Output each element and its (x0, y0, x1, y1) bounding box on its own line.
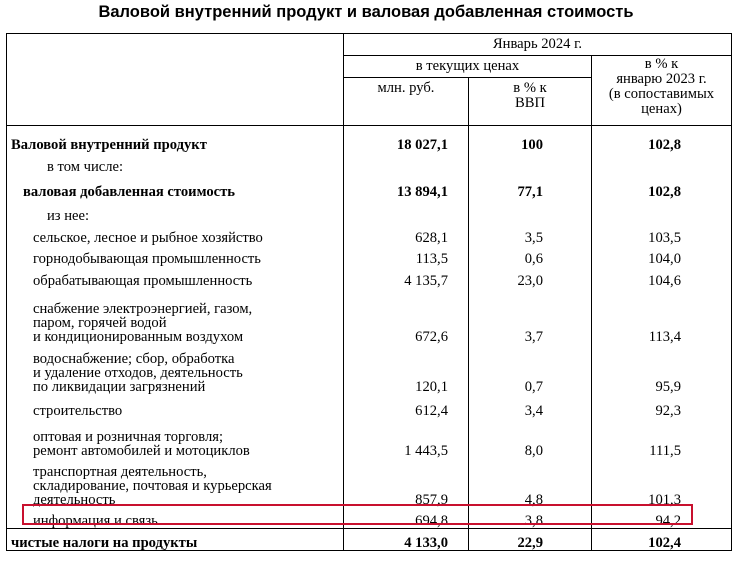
table-row (7, 266, 732, 288)
row-label-line: горнодобывающая промышленность (33, 250, 261, 267)
row-label (7, 266, 344, 288)
row-pct-prev: 102,4 (592, 529, 732, 551)
row-mln: 628,1 (344, 223, 469, 245)
table-title: Валовой внутренний продукт и валовая добавленная стоимость (98, 3, 634, 21)
row-pct-prev: 113,4 (592, 288, 732, 344)
header-blank-cell (7, 34, 344, 126)
table-row (7, 174, 732, 199)
row-mln: 4 133,0 (344, 529, 469, 551)
header-current-prices: в текущих ценах (344, 56, 592, 78)
row-label-line: в том числе: (47, 158, 124, 175)
row-mln: 694,8 (344, 507, 469, 529)
row-pct-prev: 92,3 (592, 394, 732, 418)
gdp-table (6, 33, 732, 551)
row-label (7, 245, 344, 266)
row-label-line: по ликвидации загрязнений (33, 378, 206, 395)
row-pct-gdp: 3,8 (469, 507, 592, 529)
row-pct-prev (592, 152, 732, 174)
row-pct-gdp: 77,1 (469, 174, 592, 199)
row-label-line: транспортная деятельность, (33, 463, 207, 480)
row-pct-gdp: 3,4 (469, 394, 592, 418)
header-pct-jan-line1: в % к (644, 56, 679, 72)
header-pct-jan-line4: ценах) (641, 101, 682, 117)
row-pct-prev: 95,9 (592, 344, 732, 394)
row-pct-gdp: 4,8 (469, 458, 592, 507)
row-mln: 18 027,1 (344, 126, 469, 152)
row-label-line: информация и связь (33, 513, 158, 529)
row-label (7, 126, 344, 152)
header-pct-jan-line3: (в сопоставимых (608, 86, 715, 102)
row-mln: 612,4 (344, 394, 469, 418)
table-row (7, 152, 732, 174)
row-label-line: и кондиционированным воздухом (33, 328, 244, 345)
row-mln: 13 894,1 (344, 174, 469, 199)
table-row (7, 529, 732, 551)
row-label-line: паром, горячей водой (33, 314, 167, 331)
row-label (7, 418, 344, 458)
table-row (7, 199, 732, 223)
row-pct-prev: 103,5 (592, 223, 732, 245)
table-row (7, 458, 732, 507)
header-pct-gdp (469, 78, 592, 126)
table-row (7, 344, 732, 394)
row-label-line: строительство (33, 402, 123, 419)
row-label (7, 223, 344, 245)
row-pct-gdp: 3,5 (469, 223, 592, 245)
row-pct-prev: 104,0 (592, 245, 732, 266)
header-pct-jan (592, 56, 732, 126)
row-pct-prev: 102,8 (592, 126, 732, 152)
row-label-line: сельское, лесное и рыбное хозяйство (33, 229, 263, 246)
row-label (7, 394, 344, 418)
row-label (7, 199, 344, 223)
table-row (7, 223, 732, 245)
row-pct-prev (592, 199, 732, 223)
row-mln: 857,9 (344, 458, 469, 507)
row-mln: 4 135,7 (344, 266, 469, 288)
row-pct-gdp: 3,7 (469, 288, 592, 344)
table-row (7, 288, 732, 344)
row-pct-prev: 111,5 (592, 418, 732, 458)
row-pct-prev: 104,6 (592, 266, 732, 288)
row-label-line: чистые налоги на продукты (11, 535, 198, 551)
row-pct-gdp: 23,0 (469, 266, 592, 288)
row-label-line: валовая добавленная стоимость (23, 183, 236, 200)
row-label-line: деятельность (33, 491, 116, 508)
table-row (7, 394, 732, 418)
row-label-line: и удаление отходов, деятельность (33, 364, 243, 381)
row-label-line: оптовая и розничная торговля; (33, 428, 223, 445)
row-mln: 113,5 (344, 245, 469, 266)
row-mln: 120,1 (344, 344, 469, 394)
row-label (7, 507, 344, 529)
row-label-line: ремонт автомобилей и мотоциклов (33, 442, 250, 459)
row-mln (344, 199, 469, 223)
header-pct-gdp-line2: ВВП (514, 95, 545, 111)
header-pct-jan-line2: январю 2023 г. (616, 71, 707, 87)
row-pct-gdp: 100 (469, 126, 592, 152)
table-row (7, 126, 732, 152)
row-label (7, 152, 344, 174)
row-label (7, 288, 344, 344)
row-mln: 1 443,5 (344, 418, 469, 458)
table-row (7, 418, 732, 458)
row-label-line: снабжение электроэнергией, газом, (33, 300, 253, 317)
row-pct-gdp: 0,6 (469, 245, 592, 266)
header-mln-rub: млн. руб. (344, 78, 469, 126)
row-pct-prev: 102,8 (592, 174, 732, 199)
table-row-highlighted (7, 507, 732, 529)
row-label (7, 529, 344, 551)
header-pct-gdp-line1: в % к (513, 80, 547, 96)
row-mln (344, 152, 469, 174)
row-pct-gdp: 22,9 (469, 529, 592, 551)
row-label-line: обрабатывающая промышленность (33, 272, 253, 289)
row-pct-gdp (469, 199, 592, 223)
row-pct-gdp: 8,0 (469, 418, 592, 458)
row-label-line: Валовой внутренний продукт (11, 136, 207, 153)
row-pct-gdp (469, 152, 592, 174)
row-pct-gdp: 0,7 (469, 344, 592, 394)
row-label-line: из нее: (47, 207, 90, 224)
header-period: Январь 2024 г. (344, 34, 732, 56)
row-pct-prev: 94,2 (592, 507, 732, 529)
row-label-line: складирование, почтовая и курьерская (33, 477, 272, 494)
row-label (7, 458, 344, 507)
table-row (7, 245, 732, 266)
row-label (7, 344, 344, 394)
row-mln: 672,6 (344, 288, 469, 344)
row-label (7, 174, 344, 199)
row-label-line: водоснабжение; сбор, обработка (33, 350, 235, 367)
row-pct-prev: 101,3 (592, 458, 732, 507)
